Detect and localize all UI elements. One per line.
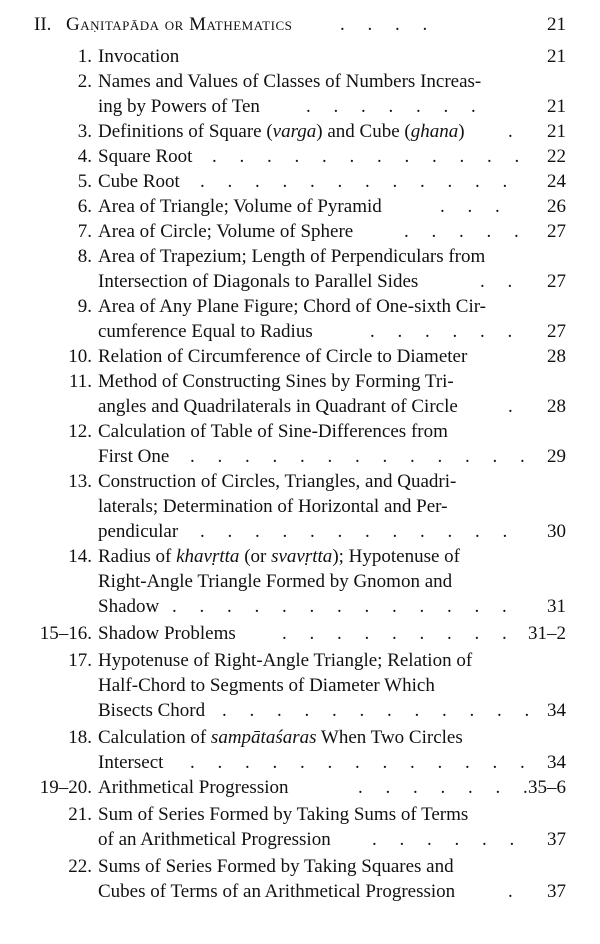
entry-page: 34	[547, 700, 566, 721]
entry-title: Definitions of Square (varga) and Cube (ghana)	[98, 121, 465, 142]
leader-dots: . . . . . .	[372, 829, 524, 850]
entry-page: 35–6	[528, 777, 566, 798]
entry-title: Area of Trapezium; Length of Perpendiculars from	[98, 246, 486, 267]
entry-number: 22.	[68, 856, 92, 877]
toc-entry	[0, 544, 600, 570]
entry-page: 21	[547, 121, 566, 142]
entry-number: 1.	[77, 46, 92, 67]
entry-title: Names and Values of Classes of Numbers Increas-	[98, 71, 482, 92]
toc-entry	[0, 775, 600, 801]
entry-number: 8.	[77, 246, 92, 267]
toc-entry-continued	[0, 394, 600, 420]
leader-dots: . .	[480, 271, 522, 292]
entry-page: 27	[547, 271, 566, 292]
entry-number: 5.	[77, 171, 92, 192]
toc-entry	[0, 648, 600, 674]
entry-title: Hypotenuse of Right-Angle Triangle; Relation of	[98, 650, 473, 671]
entry-title: Construction of Circles, Triangles, and Quadri-	[98, 471, 457, 492]
entry-title: ing by Powers of Ten	[98, 96, 260, 117]
toc-entry-continued	[0, 594, 600, 620]
entry-number: 17.	[68, 650, 92, 671]
leader-dots: . . . . . . . . . . . . .	[190, 446, 534, 467]
leader-dots: . . . . . . . . .	[282, 623, 516, 644]
toc-entry	[0, 854, 600, 880]
entry-title: Area of Triangle; Volume of Pyramid	[98, 196, 382, 217]
toc-entry	[0, 169, 600, 195]
entry-title: of an Arithmetical Progression	[98, 829, 331, 850]
entry-title: Cube Root	[98, 171, 180, 192]
toc-entry	[0, 69, 600, 95]
entry-page: 34	[547, 752, 566, 773]
entry-number: 4.	[77, 146, 92, 167]
toc-entry-continued	[0, 673, 600, 699]
leader-dots: . . . . . . . . . . . .	[200, 521, 517, 542]
toc-entry-continued	[0, 94, 600, 120]
entry-title: Right-Angle Triangle Formed by Gnomon and	[98, 571, 453, 592]
entry-number: 7.	[77, 221, 92, 242]
toc-entry-continued	[0, 569, 600, 595]
leader-dots: . . . . .	[404, 221, 528, 242]
toc-entry-continued	[0, 750, 600, 776]
leader-dots: . . . . . .	[370, 321, 522, 342]
toc-entry	[0, 725, 600, 751]
entry-page: 26	[547, 196, 566, 217]
entry-title: Area of Circle; Volume of Sphere	[98, 221, 354, 242]
toc-entry-continued	[0, 269, 600, 295]
entry-page: 31–2	[528, 623, 566, 644]
entry-title: Shadow Problems	[98, 623, 236, 644]
entry-page: 24	[547, 171, 566, 192]
toc-entry	[0, 344, 600, 370]
entry-number: 6.	[77, 196, 92, 217]
entry-number: 3.	[77, 121, 92, 142]
leader-dots: . . . . . . .	[306, 96, 485, 117]
entry-title: Half-Chord to Segments of Diameter Which	[98, 675, 435, 696]
entry-title: laterals; Determination of Horizontal and Per-	[98, 496, 448, 517]
toc-entry	[0, 469, 600, 495]
entry-page: 28	[547, 346, 566, 367]
toc-entry	[0, 369, 600, 395]
toc-entry-continued	[0, 519, 600, 545]
toc-entry	[0, 119, 600, 145]
toc-entry	[0, 194, 600, 220]
toc-entry	[0, 621, 600, 647]
entry-number: 2.	[77, 71, 92, 92]
toc-entry-continued	[0, 494, 600, 520]
entry-title: Bisects Chord	[98, 700, 206, 721]
toc-entry	[0, 144, 600, 170]
entry-title: Calculation of sampātaśaras When Two Circles	[98, 727, 463, 748]
toc-entry	[0, 802, 600, 828]
toc-entry-continued	[0, 879, 600, 905]
leader-dots: . . .	[440, 196, 509, 217]
entry-number: 13.	[68, 471, 92, 492]
entry-title: First One	[98, 446, 170, 467]
entry-number: 10.	[68, 346, 92, 367]
entry-number: 12.	[68, 421, 92, 442]
toc-entry	[0, 44, 600, 70]
entry-page: 37	[547, 829, 566, 850]
leader-dots: .	[508, 121, 522, 142]
leader-dots: . . . . . . . . . . . . .	[172, 596, 516, 617]
entry-page: 21	[547, 46, 566, 67]
section-title: Gaṇitapāda or Mathematics	[66, 14, 293, 35]
entry-title: Method of Constructing Sines by Forming Tri-	[98, 371, 454, 392]
entry-title: pendicular	[98, 521, 179, 542]
entry-title: Square Root	[98, 146, 193, 167]
toc-entry-continued	[0, 698, 600, 724]
entry-title: Radius of khavṛtta (or svavṛtta); Hypotenuse of	[98, 546, 461, 567]
leader-dots: .	[508, 396, 522, 417]
entry-title: angles and Quadrilaterals in Quadrant of Circle	[98, 396, 458, 417]
entry-number: 11.	[68, 371, 92, 392]
entry-page: 22	[547, 146, 566, 167]
entry-number: 14.	[68, 546, 92, 567]
leader-dots: . . . . . . .	[358, 777, 537, 798]
entry-title: Sum of Series Formed by Taking Sums of Terms	[98, 804, 469, 825]
entry-title: Intersection of Diagonals to Parallel Sides	[98, 271, 419, 292]
leader-dots: . . . . . . . . . . . .	[212, 146, 529, 167]
leader-dots: . . . .	[340, 14, 437, 35]
toc-entry	[0, 219, 600, 245]
section-roman: II.	[34, 14, 52, 35]
leader-dots: . . . . . . . . . . . . .	[190, 752, 534, 773]
section-heading	[0, 12, 600, 38]
entry-title: Shadow	[98, 596, 160, 617]
leader-dots: .	[508, 881, 522, 902]
toc-entry	[0, 244, 600, 270]
toc-entry	[0, 294, 600, 320]
entry-title: Area of Any Plane Figure; Chord of One-sixth Cir-	[98, 296, 486, 317]
leader-dots: . . . . . . . . . . . .	[222, 700, 539, 721]
section-page: 21	[547, 14, 566, 35]
toc-entry	[0, 419, 600, 445]
entry-number: 21.	[68, 804, 92, 825]
entry-page: 27	[547, 321, 566, 342]
entry-page: 28	[547, 396, 566, 417]
entry-title: cumference Equal to Radius	[98, 321, 313, 342]
entry-title: Cubes of Terms of an Arithmetical Progression	[98, 881, 456, 902]
entry-page: 29	[547, 446, 566, 467]
entry-number: 9.	[77, 296, 92, 317]
entry-title: Arithmetical Progression	[98, 777, 289, 798]
entry-page: 37	[547, 881, 566, 902]
entry-page: 21	[547, 96, 566, 117]
entry-page: 27	[547, 221, 566, 242]
entry-title: Sums of Series Formed by Taking Squares and	[98, 856, 454, 877]
entry-number: 18.	[68, 727, 92, 748]
entry-title: Intersect	[98, 752, 164, 773]
entry-title: Invocation	[98, 46, 180, 67]
toc-entry-continued	[0, 319, 600, 345]
entry-title: Calculation of Table of Sine-Differences from	[98, 421, 448, 442]
toc-entry-continued	[0, 444, 600, 470]
entry-number: 15–16.	[39, 623, 92, 644]
toc-entry-continued	[0, 827, 600, 853]
leader-dots: . . . . . . . . . . . .	[200, 171, 517, 192]
entry-number: 19–20.	[39, 777, 92, 798]
entry-page: 31	[547, 596, 566, 617]
entry-title: Relation of Circumference of Circle to Diameter	[98, 346, 468, 367]
entry-page: 30	[547, 521, 566, 542]
